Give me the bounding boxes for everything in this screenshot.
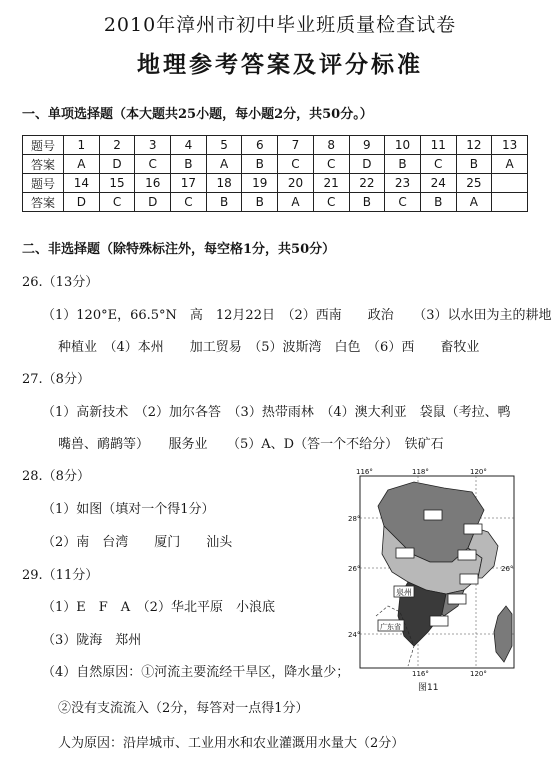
q28-line2: （2）南 台湾 厦门 汕头 xyxy=(42,535,233,550)
row-label: 题号 xyxy=(23,136,64,155)
map-svg xyxy=(348,466,520,678)
table-cell: 2 xyxy=(99,136,135,155)
table-cell: D xyxy=(349,155,385,174)
table-cell: 15 xyxy=(99,174,135,193)
table-cell: C xyxy=(278,155,314,174)
table-cell: B xyxy=(242,155,278,174)
table-cell: 1 xyxy=(64,136,100,155)
table-cell: A xyxy=(64,155,100,174)
table-cell: 5 xyxy=(206,136,242,155)
table-cell: A xyxy=(492,155,528,174)
table-cell: C xyxy=(420,155,456,174)
table-cell: C xyxy=(99,193,135,212)
table-cell: 12 xyxy=(456,136,492,155)
table-row xyxy=(23,174,528,193)
q27-title: 27.（8分） xyxy=(22,372,90,387)
table-cell: 11 xyxy=(420,136,456,155)
table-cell: 4 xyxy=(171,136,207,155)
fujian-map-figure xyxy=(348,466,520,678)
table-cell: B xyxy=(171,155,207,174)
q26-line2: 种植业 （4）本州 加工贸易 （5）波斯湾 白色 （6）西 畜牧业 xyxy=(58,340,480,355)
q28-title: 28.（8分） xyxy=(22,469,90,484)
table-cell: 25 xyxy=(456,174,492,193)
table-cell: A xyxy=(456,193,492,212)
lon-label-bottom: 120° xyxy=(470,670,487,678)
lon-label-top: 116° xyxy=(356,468,373,476)
q27-line2: 嘴兽、鸸鹋等） 服务业 （5）A、D（答一个不给分） 铁矿石 xyxy=(58,437,444,452)
table-cell: 13 xyxy=(492,136,528,155)
table-cell: 10 xyxy=(385,136,421,155)
q26-line1: （1）120°E，66.5°N 高 12月22日 （2）西南 政治 （3）以水田为主的耕地 xyxy=(42,308,552,323)
table-cell: 20 xyxy=(278,174,314,193)
row-label: 题号 xyxy=(23,174,64,193)
answer-box xyxy=(460,574,478,584)
answer-box xyxy=(464,524,482,534)
q27-line1: （1）高新技术 （2）加尔各答 （3）热带雨林 （4）澳大利亚 袋鼠（考拉、鸭 xyxy=(42,405,511,420)
q29-line4: ②没有支流流入（2分，每答对一点得1分） xyxy=(58,701,309,716)
table-cell: B xyxy=(385,155,421,174)
table-row xyxy=(23,155,528,174)
table-cell: 3 xyxy=(135,136,171,155)
answer-box xyxy=(430,616,448,626)
table-cell: C xyxy=(313,193,349,212)
table-cell xyxy=(492,193,528,212)
table-cell: B xyxy=(349,193,385,212)
lat-label: 26° xyxy=(348,565,361,573)
table-cell: A xyxy=(278,193,314,212)
q29-title: 29.（11分） xyxy=(22,568,99,583)
answer-key-title: 地理参考答案及评分标准 xyxy=(137,51,423,78)
q29-line3: （4）自然原因：①河流主要流经干旱区，降水量少； xyxy=(42,665,350,680)
exam-title: 2010年漳州市初中毕业班质量检查试卷 xyxy=(103,14,457,36)
table-row xyxy=(23,136,528,155)
table-row xyxy=(23,193,528,212)
q28-line1: （1）如图（填对一个得1分） xyxy=(42,502,215,517)
table-cell: C xyxy=(171,193,207,212)
table-cell: 16 xyxy=(135,174,171,193)
section2-heading: 二、非选择题（除特殊标注外，每空格1分，共50分） xyxy=(22,242,336,257)
q26-title: 26.（13分） xyxy=(22,275,99,290)
table-cell: 18 xyxy=(206,174,242,193)
table-cell: 6 xyxy=(242,136,278,155)
lat-label: 28° xyxy=(348,515,361,523)
answer-box xyxy=(396,548,414,558)
table-cell: B xyxy=(456,155,492,174)
table-cell: B xyxy=(206,193,242,212)
table-cell: 21 xyxy=(313,174,349,193)
table-cell: C xyxy=(313,155,349,174)
table-cell: 24 xyxy=(420,174,456,193)
table-cell: A xyxy=(206,155,242,174)
table-cell: B xyxy=(242,193,278,212)
region-label-1: 泉州 xyxy=(396,588,412,597)
table-cell: D xyxy=(99,155,135,174)
table-cell: D xyxy=(64,193,100,212)
table-cell: D xyxy=(135,193,171,212)
table-cell: 14 xyxy=(64,174,100,193)
lon-label-top: 118° xyxy=(412,468,429,476)
table-cell: 8 xyxy=(313,136,349,155)
section1-heading: 一、单项选择题（本大题共25小题，每小题2分，共50分。） xyxy=(22,107,373,122)
table-cell: B xyxy=(420,193,456,212)
q29-line5: 人为原因：沿岸城市、工业用水和农业灌溉用水量大（2分） xyxy=(58,736,405,751)
lon-label-bottom: 116° xyxy=(412,670,429,678)
answer-box xyxy=(424,510,442,520)
table-cell: C xyxy=(135,155,171,174)
table-cell: 17 xyxy=(171,174,207,193)
answer-box xyxy=(458,550,476,560)
lat-label: 24° xyxy=(348,631,361,639)
lon-label-top: 120° xyxy=(470,468,487,476)
lat-label-right: 26° xyxy=(501,565,514,573)
table-cell: 22 xyxy=(349,174,385,193)
table-cell xyxy=(492,174,528,193)
answer-box xyxy=(448,594,466,604)
answer-table xyxy=(22,135,528,212)
table-cell: 23 xyxy=(385,174,421,193)
map-caption: 图11 xyxy=(418,683,439,693)
row-label: 答案 xyxy=(23,193,64,212)
region-label-2: 广东省 xyxy=(380,623,401,631)
table-cell: 7 xyxy=(278,136,314,155)
row-label: 答案 xyxy=(23,155,64,174)
table-cell: C xyxy=(385,193,421,212)
q29-line2: （3）陇海 郑州 xyxy=(42,633,142,648)
table-cell: 19 xyxy=(242,174,278,193)
table-cell: 9 xyxy=(349,136,385,155)
q29-line1: （1）E F A （2）华北平原 小浪底 xyxy=(42,600,275,615)
